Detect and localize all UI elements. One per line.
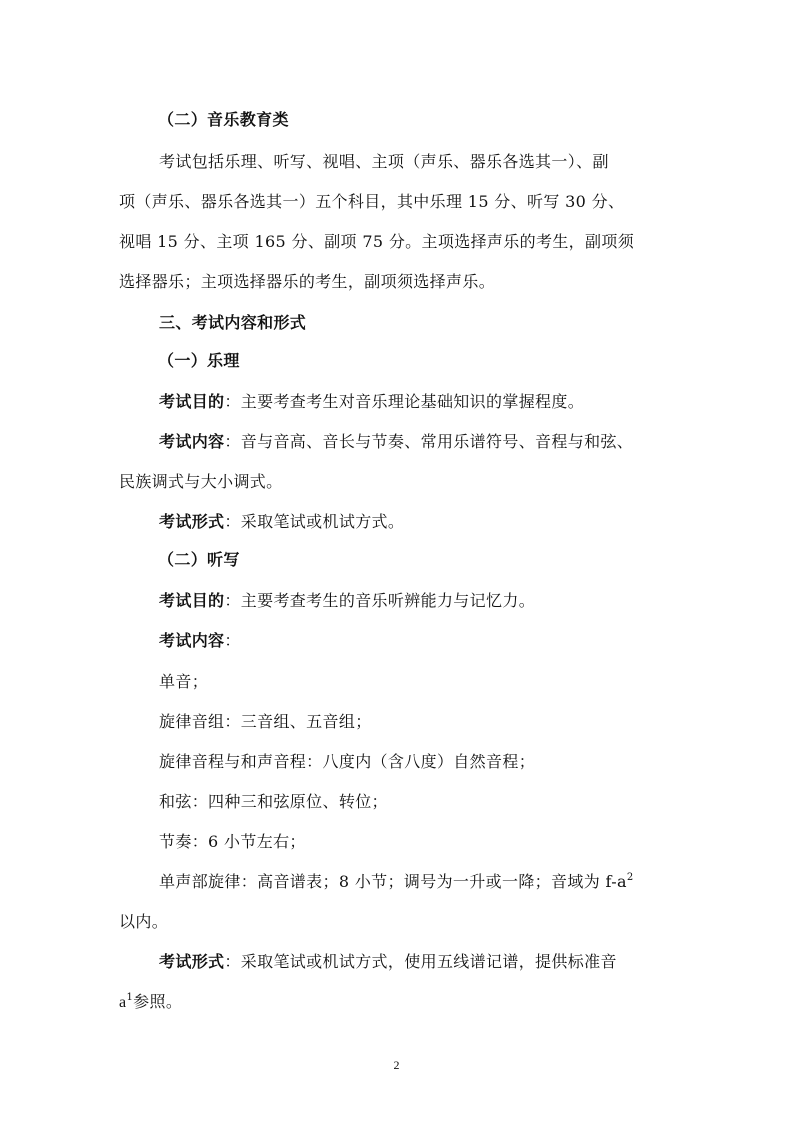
paragraph-line: 民族调式与大小调式。	[119, 472, 283, 491]
theory-form	[159, 512, 404, 532]
section-heading-exam-content: 三、考试内容和形式	[159, 313, 307, 332]
theory-purpose	[159, 392, 584, 412]
dictation-form-line2	[119, 992, 182, 1013]
paragraph-line: 选择器乐；主项选择器乐的考生，副项须选择声乐。	[119, 272, 496, 291]
text-content: ：音与音高、音长与节奏、常用乐谱符号、音程与和弦、	[224, 432, 634, 451]
paragraph-line: 以内。	[119, 912, 169, 931]
list-item	[159, 872, 634, 892]
text-form: ：采取笔试或机试方式，使用五线谱记谱，提供标准音	[224, 952, 617, 971]
label-purpose: 考试目的	[159, 591, 225, 610]
theory-content	[159, 432, 633, 452]
list-item: 旋律音组：三音组、五音组；	[159, 712, 372, 731]
label-content: 考试内容	[159, 631, 225, 650]
paragraph-line: 视唱 15 分、主项 165 分、副项 75 分。主项选择声乐的考生，副项须	[119, 232, 635, 251]
section-heading-music-education: （二）音乐教育类	[158, 110, 289, 129]
dictation-form	[159, 952, 617, 972]
superscript: 2	[626, 872, 634, 883]
note-letter: a	[119, 994, 127, 1011]
paragraph-line: 项（声乐、器乐各选其一）五个科目，其中乐理 15 分、听写 30 分、	[119, 192, 625, 211]
text-purpose: ：主要考查考生的音乐听辨能力与记忆力。	[224, 591, 536, 610]
text-content-colon: ：	[224, 631, 241, 650]
subsection-heading-music-theory: （一）乐理	[158, 351, 240, 370]
dictation-content	[159, 631, 241, 651]
dictation-purpose	[159, 591, 535, 611]
label-content: 考试内容	[159, 432, 225, 451]
paragraph-line: 考试包括乐理、听写、视唱、主项（声乐、器乐各选其一）、副	[159, 152, 609, 171]
list-item: 单音；	[159, 672, 209, 691]
list-item: 节奏：6 小节左右；	[159, 832, 306, 851]
page-number: 2	[393, 1058, 400, 1072]
list-item: 旋律音程与和声音程：八度内（含八度）自然音程；	[159, 752, 536, 771]
list-item-text: 单声部旋律：高音谱表；8 小节；调号为一升或一降；音域为 f-a	[159, 872, 627, 891]
label-purpose: 考试目的	[159, 392, 225, 411]
text-purpose: ：主要考查考生对音乐理论基础知识的掌握程度。	[224, 392, 585, 411]
subsection-heading-dictation: （二）听写	[158, 550, 240, 569]
label-form: 考试形式	[159, 952, 225, 971]
label-form: 考试形式	[159, 512, 225, 531]
text-form-rest: 参照。	[133, 992, 183, 1011]
text-form: ：采取笔试或机试方式。	[224, 512, 405, 531]
superscript: 1	[126, 992, 134, 1003]
list-item: 和弦：四种三和弦原位、转位；	[159, 792, 388, 811]
